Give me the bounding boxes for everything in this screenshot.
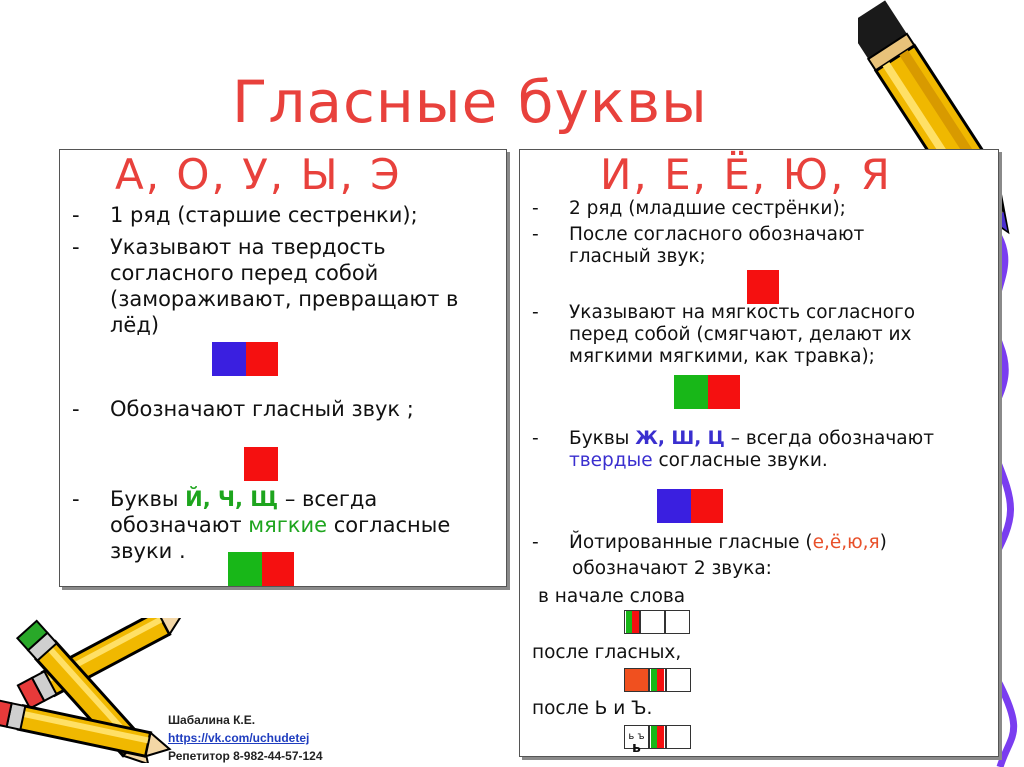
list-item: - После согласного обозначают гласный звук; [532, 224, 865, 267]
sound-cell [666, 668, 691, 692]
two-sounds-label: обозначают 2 звука: [572, 558, 772, 579]
list-item: - Указывают на твердость согласного перед собой (замораживают, превращают в лёд) [72, 235, 459, 337]
hard-vowels-heading: А, О, У, Ы, Э [115, 150, 402, 199]
vowel-square [708, 375, 740, 409]
sound-cell [666, 725, 691, 749]
vowel-square [747, 270, 779, 304]
sound-cell [624, 668, 649, 692]
vowel-marker [657, 726, 664, 748]
hard-consonant-square [212, 342, 246, 376]
tutor-phone: Репетитор 8-982-44-57-124 [168, 749, 323, 763]
soft-consonant-square [228, 552, 262, 586]
hard-vowels-panel [59, 149, 507, 587]
list-item: - Обозначают гласный звук ; [72, 397, 414, 421]
list-item: - Буквы Ж, Ш, Ц – всегда обозначают твердые согласные звуки. [532, 428, 934, 471]
soft-sign-label: ь [632, 740, 641, 756]
vowel-square [262, 552, 294, 586]
vowel-marker [657, 669, 664, 691]
position-label: после гласных, [532, 642, 682, 663]
vowel-square [244, 447, 278, 481]
soft-vowels-panel [519, 149, 999, 757]
author-link[interactable]: https://vk.com/uchudetej [168, 731, 310, 745]
soft-vowels-heading: И, Е, Ё, Ю, Я [600, 150, 892, 199]
page-title: Гласные буквы [232, 68, 708, 136]
sound-cell [665, 610, 690, 634]
author-credit: Шабалина К.Е. [168, 713, 256, 727]
list-item: - Указывают на мягкость согласного перед собой (смягчают, делают их мягкими мягкими, как травка); [532, 302, 916, 367]
hard-consonant-square [657, 489, 691, 523]
list-item: - Йотированные гласные (е,ё,ю,я) [532, 532, 887, 553]
position-label: после Ь и Ъ. [532, 698, 653, 719]
vowel-square [246, 342, 278, 376]
list-item: - Буквы Й, Ч, Щ – всегда обозначают мягкие согласные звуки . [72, 487, 451, 563]
position-label: в начале слова [538, 586, 686, 607]
sound-cell [640, 610, 665, 634]
list-item: - 1 ряд (старшие сестренки); [72, 203, 418, 227]
soft-consonant-square [674, 375, 708, 409]
vowel-square [691, 489, 723, 523]
vowel-marker [632, 611, 639, 633]
sound-cell: ь ъ [624, 725, 649, 749]
list-item: - 2 ряд (младшие сестрёнки); [532, 198, 846, 219]
